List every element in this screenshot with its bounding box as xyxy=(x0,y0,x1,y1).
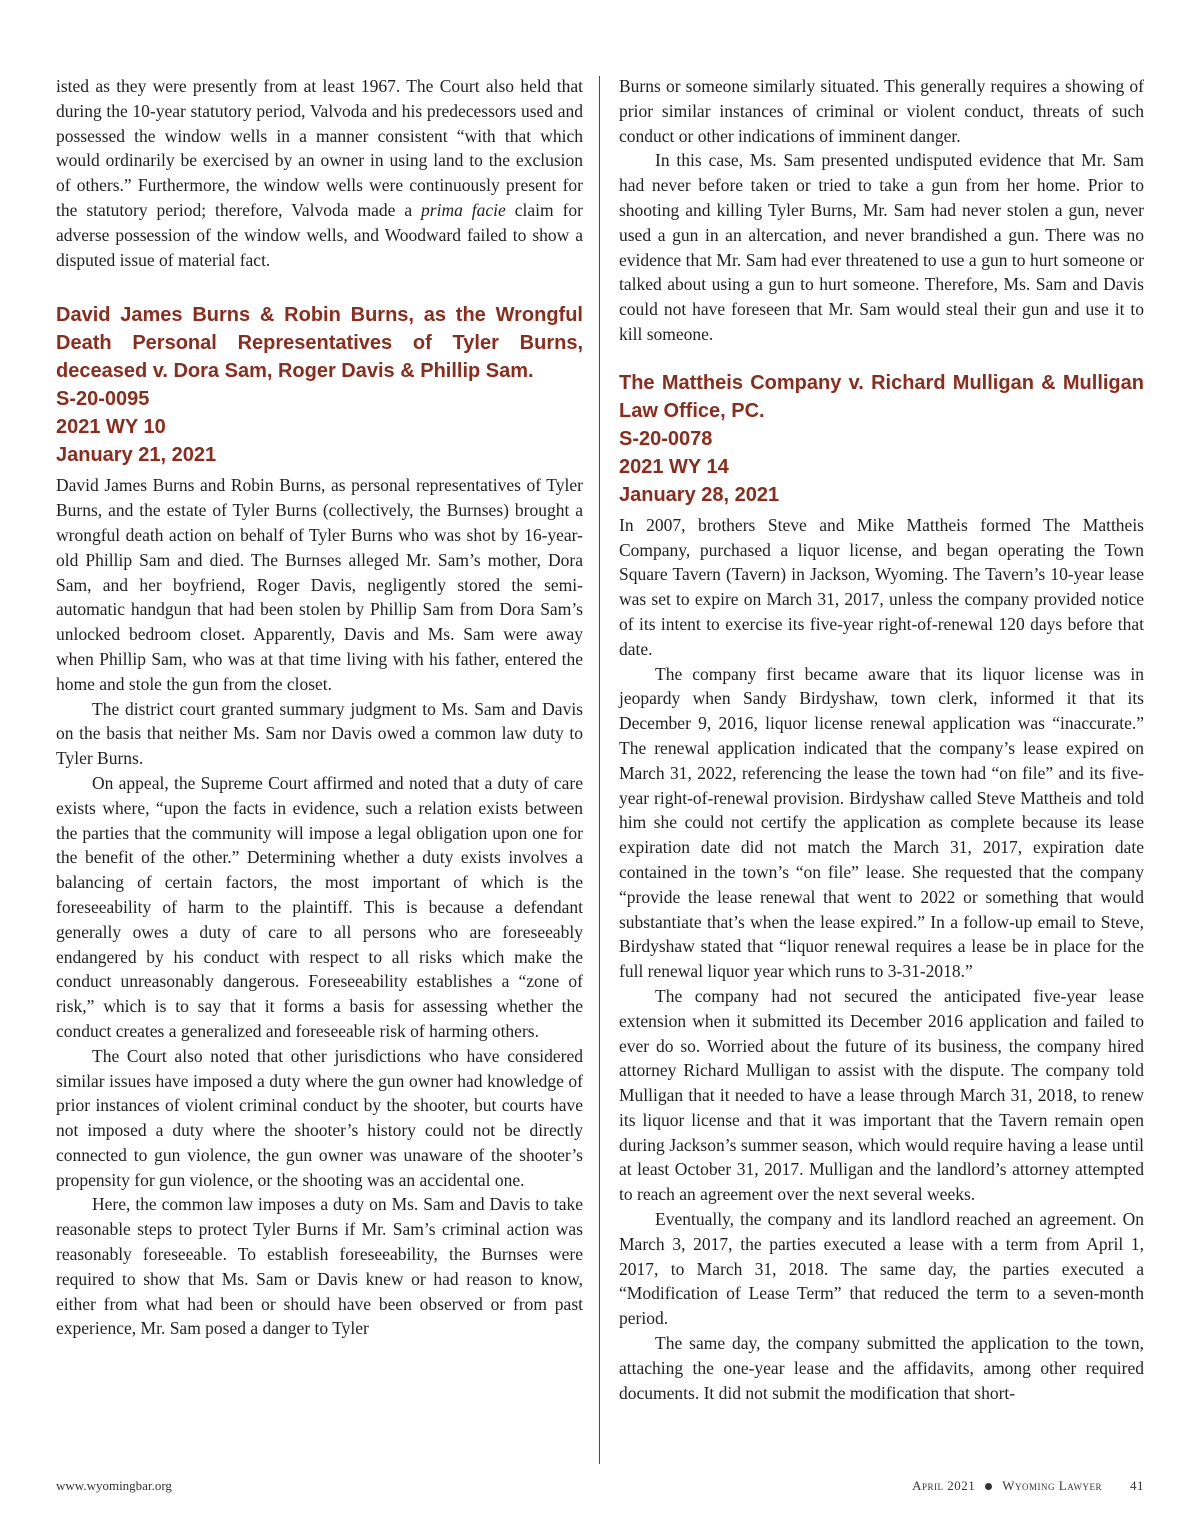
paragraph: The district court granted summary judgment to Ms. Sam and Davis on the basis that neither Ms. Sam nor Davis owed a common law duty to Tyler Burns. xyxy=(56,698,583,769)
case-date: January 28, 2021 xyxy=(619,483,780,506)
footer-issue-info xyxy=(912,1478,1144,1494)
footer-issue-date: April 2021 xyxy=(912,1478,976,1493)
case-number: S-20-0078 xyxy=(619,427,713,450)
paragraph: In this case, Ms. Sam presented undisputed evidence that Mr. Sam had never before taken or tried to take a gun from her home. Prior to shooting and killing Tyler Burns, Mr. Sam had never stolen a gun, never used a gun in an altercation, and never brandished a gun. There was no evidence that Mr. Sam had ever threatened to use a gun to hurt someone or talked about using a gun to hurt someone. Therefore, Ms. Sam and Davis could not have foreseen that Mr. Sam would steal their gun and use it to kill someone. xyxy=(619,150,1144,344)
paragraph: David James Burns and Robin Burns, as personal representatives of Tyler Burns, and the estate of Tyler Burns (collectively, the Burnses) brought a wrongful death action on behalf of Tyler Burns who was shot by 16-year-old Phillip Sam and died. The Burnses alleged Mr. Sam’s mother, Dora Sam, and her boyfriend, Roger Davis, negligently stored the semi-automatic handgun that had been stolen by Phillip Sam from Dora Sam’s unlocked bedroom closet. Apparently, Davis and Ms. Sam were away when Phillip Sam, who was at that time living with his father, entered the home and stole the gun from the closet. xyxy=(56,475,583,694)
case-title: The Mattheis Company v. Richard Mulligan & Mulligan Law Office, PC. xyxy=(619,371,1144,422)
case-heading xyxy=(56,301,583,469)
page-number: 41 xyxy=(1130,1478,1144,1493)
paragraph: Here, the common law imposes a duty on Ms. Sam and Davis to take reasonable steps to protect Tyler Burns if Mr. Sam’s criminal action was reasonably foreseeable. To establish foreseeability, the Burnses were required to show that Ms. Sam or Davis knew or had reason to know, either from what had been or should have been observed or from past experience, Mr. Sam posed a danger to Tyler xyxy=(56,1194,583,1339)
footer-website[interactable]: www.wyomingbar.org xyxy=(56,1478,172,1493)
paragraph: The company had not secured the anticipated five-year lease extension when it submitted its December 2016 application and failed to ever do so. Worried about the future of its business, the company hired attorney Richard Mulligan to assist with the dispute. The company told Mulligan that it needed to have a lease through March 31, 2018, to renew its liquor license and that it was important that the Tavern remain open during Jackson’s summer season, which would require having a lease until at least October 31, 2017. Mulligan and the landlord’s attorney attempted to reach an agreement over the next several weeks. xyxy=(619,985,1144,1205)
case-citation: 2021 WY 10 xyxy=(56,416,166,439)
paragraph: In 2007, brothers Steve and Mike Mattheis formed The Mattheis Company, purchased a liquor license, and began operating the Town Square Tavern (Tavern) in Jackson, Wyoming. The Tavern’s 10-year lease was set to expire on March 31, 2017, unless the company provided notice of its intent to exercise its five-year right-of-renewal 120 days before that date. xyxy=(619,514,1144,659)
paragraph: Eventually, the company and its landlord reached an agreement. On March 3, 2017, the parties executed a lease with a term from April 1, 2017, to March 31, 2018. The same day, the parties executed a “Modification of Lease Term” that reduced the term to a seven-month period. xyxy=(619,1209,1144,1329)
case-heading xyxy=(619,369,1144,509)
column-divider xyxy=(599,76,600,1464)
case-date: January 21, 2021 xyxy=(56,444,217,467)
left-column xyxy=(56,74,583,1341)
footer-magazine-name: Wyoming Lawyer xyxy=(1002,1478,1102,1493)
paragraph: On appeal, the Supreme Court affirmed and noted that a duty of care exists where, “upon the facts in evidence, such a relation exists between the parties that the community will impose a legal obligation upon one for the benefit of the other.” Determining whether a duty exists involves a balancing of certain factors, the most important of which is the foreseeability of harm to the plaintiff. This is because a defendant generally owes a duty of care to all persons who are foreseeably endangered by his conduct with respect to all risks which make the conduct unreasonably dangerous. Foreseeability establishes a “zone of risk,” which is to say that it forms a basis for assessing whether the conduct creates a generalized and foreseeable risk of harming others. xyxy=(56,772,583,1041)
bullet-icon xyxy=(985,1483,992,1490)
case-citation: 2021 WY 14 xyxy=(619,455,729,478)
paragraph: isted as they were presently from at least 1967. The Court also held that during the 10-year statutory period, Valvoda and his predecessors used and possessed the window wells in a manner consistent “with that which would ordinarily be exercised by an owner in using land to the exclusion of others.” Furthermore, the window wells were continuously present for the statutory period; therefore, Valvoda made a prima facie claim for adverse possession of the window wells, and Woodward failed to show a disputed issue of material fact. xyxy=(56,76,584,270)
paragraph: The same day, the company submitted the application to the town, attaching the one-year lease and the affidavits, among other required documents. It did not submit the modification that short- xyxy=(619,1333,1144,1403)
case-number: S-20-0095 xyxy=(56,388,150,411)
paragraph: Burns or someone similarly situated. This generally requires a showing of prior similar instances of criminal or violent conduct, threats of such conduct or other indications of imminent danger. xyxy=(619,76,1144,146)
right-column xyxy=(619,74,1144,1405)
paragraph: The Court also noted that other jurisdictions who have considered similar issues have imposed a duty where the gun owner had knowledge of prior instances of violent criminal conduct by the shooter, but courts have not imposed a duty where the shooter’s history could not be directly connected to gun violence, the gun owner was unaware of the shooter’s propensity for gun violence, or the shooting was an accidental one. xyxy=(56,1045,583,1190)
case-title: David James Burns & Robin Burns, as the Wrongful Death Personal Representatives of Tyler Burns, deceased v. Dora Sam, Roger Davis & Phillip Sam. xyxy=(56,304,583,383)
paragraph: The company first became aware that its liquor license was in jeopardy when Sandy Birdyshaw, town clerk, informed it that its December 9, 2016, liquor license renewal application was “inaccurate.” The renewal application indicated that the company’s lease expired on March 31, 2022, referencing the lease the town had “on file” and its five-year right-of-renewal provision. Birdyshaw called Steve Mattheis and told him she could not certify the application as complete because its lease expiration date did not match the March 31, 2017, expiration date contained in the town’s “on file” lease. She requested that the company “provide the lease renewal that went to 2022 or something that would substantiate that’s when the lease expired.” In a follow-up email to Steve, Birdyshaw stated that “liquor renewal requires a lease be in place for the full renewal liquor year which runs to 3-31-2018.” xyxy=(619,663,1144,982)
